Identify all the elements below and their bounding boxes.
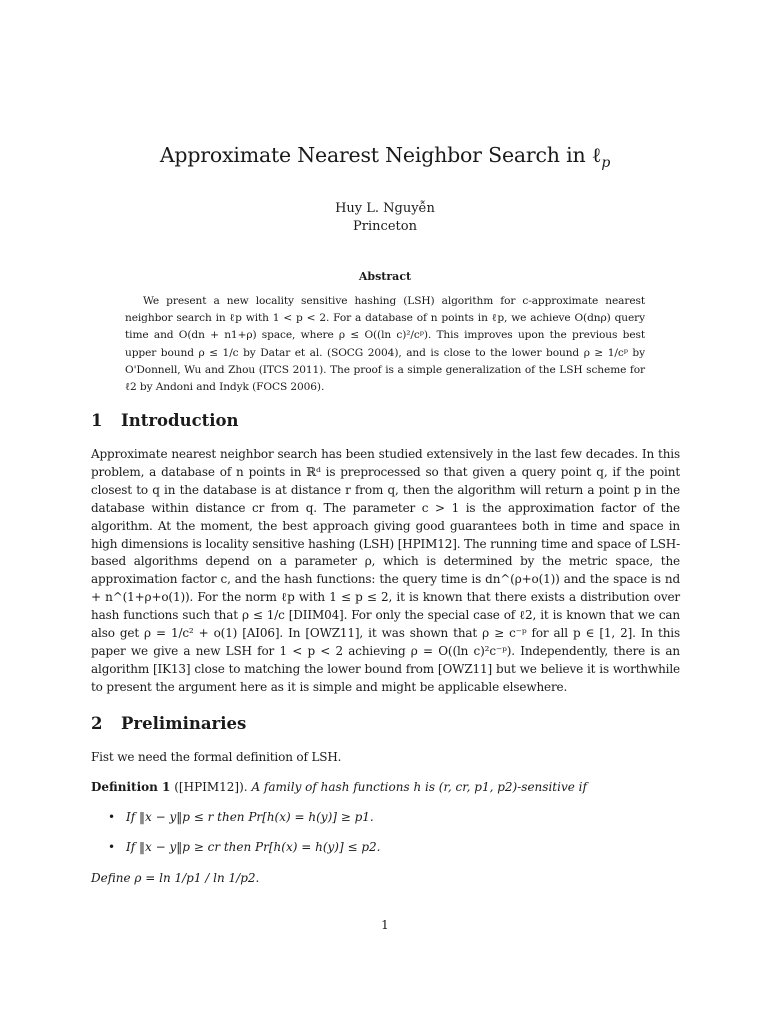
bullet-dot: • — [108, 840, 116, 854]
page-number: 1 — [381, 918, 389, 932]
section-number: 1 — [91, 411, 103, 430]
paper-title-text: Approximate Nearest Neighbor Search in ℓ — [159, 143, 602, 167]
definition-1 — [91, 780, 680, 794]
section-heading-preliminaries — [91, 714, 246, 733]
paper-title — [0, 143, 770, 171]
section-title: Preliminaries — [121, 714, 247, 733]
abstract-heading: Abstract — [358, 270, 412, 283]
bullet-dot: • — [108, 810, 116, 824]
author-name: Huy L. Nguyễn — [335, 201, 435, 216]
bullet-text: If ‖x − y‖p ≥ cr then Pr[h(x) = h(y)] ≤ p2. — [126, 840, 381, 854]
author-affiliation: Princeton — [353, 219, 417, 234]
paper-title-subscript: p — [601, 155, 611, 172]
author-block — [0, 200, 770, 236]
define-rho: Define ρ = ln 1/p1 / ln 1/p2. — [91, 871, 260, 885]
definition-text: A family of hash functions h is (r, cr, p1, p2)-sensitive if — [251, 780, 587, 794]
definition-bullet-2 — [108, 840, 380, 854]
definition-citation: ([HPIM12]). — [174, 780, 248, 794]
section-title: Introduction — [121, 411, 239, 430]
bullet-text: If ‖x − y‖p ≤ r then Pr[h(x) = h(y)] ≥ p1. — [126, 810, 374, 824]
definition-label: Definition 1 — [91, 780, 171, 794]
section-heading-introduction — [91, 411, 239, 430]
introduction-paragraph: Approximate nearest neighbor search has been studied extensively in the last few decades. In this problem, a database of n points in ℝᵈ is preprocessed so that given a query point q, if the point closest to q in the database is at distance r from q, then the algorithm will return a point p in the database within distance cr from q. The parameter c > 1 is the approximation factor of the algorithm. At the moment, the best approach giving good guarantees both in time and space in high dimensions is locality sensitive hashing (LSH) [HPIM12]. The running time and space of LSH-based algorithms depend on a parameter ρ, which is determined by the metric space, the approximation factor c, and the hash functions: the query time is dn^(ρ+o(1)) and the space is nd + n^(1+ρ+o(1)). For the norm ℓp with 1 ≤ p ≤ 2, it is known that there exists a distribution over hash functions such that ρ ≤ 1/c [DIIM04]. For only the special case of ℓ2, it is known that we can also get ρ = 1/c² + o(1) [AI06]. In [OWZ11], it was shown that ρ ≥ c⁻ᵖ for all p ∈ [1, 2]. In this paper we give a new LSH for 1 < p < 2 achieving ρ = O((ln c)²c⁻ᵖ). Independently, there is an algorithm [IK13] close to matching the lower bound from [OWZ11] but we believe it is worthwhile to present the argument here as it is simple and might be applicable elsewhere. — [91, 447, 680, 694]
section-number: 2 — [91, 714, 103, 733]
preliminaries-paragraph: Fist we need the formal definition of LSH. — [91, 750, 342, 764]
definition-bullet-1 — [108, 810, 374, 824]
abstract-text: We present a new locality sensitive hashing (LSH) algorithm for c-approximate nearest neighbor search in ℓp with 1 < p < 2. For a database of n points in ℓp, we achieve O(dnρ) query time and O(dn + n1+ρ) space, where ρ ≤ O((ln c)²/cᵖ). This improves upon the previous best upper bound ρ ≤ 1/c by Datar et al. (SOCG 2004), and is close to the lower bound ρ ≥ 1/cᵖ by O'Donnell, Wu and Zhou (ITCS 2011). The proof is a simple generalization of the LSH scheme for ℓ2 by Andoni and Indyk (FOCS 2006). — [125, 295, 645, 394]
